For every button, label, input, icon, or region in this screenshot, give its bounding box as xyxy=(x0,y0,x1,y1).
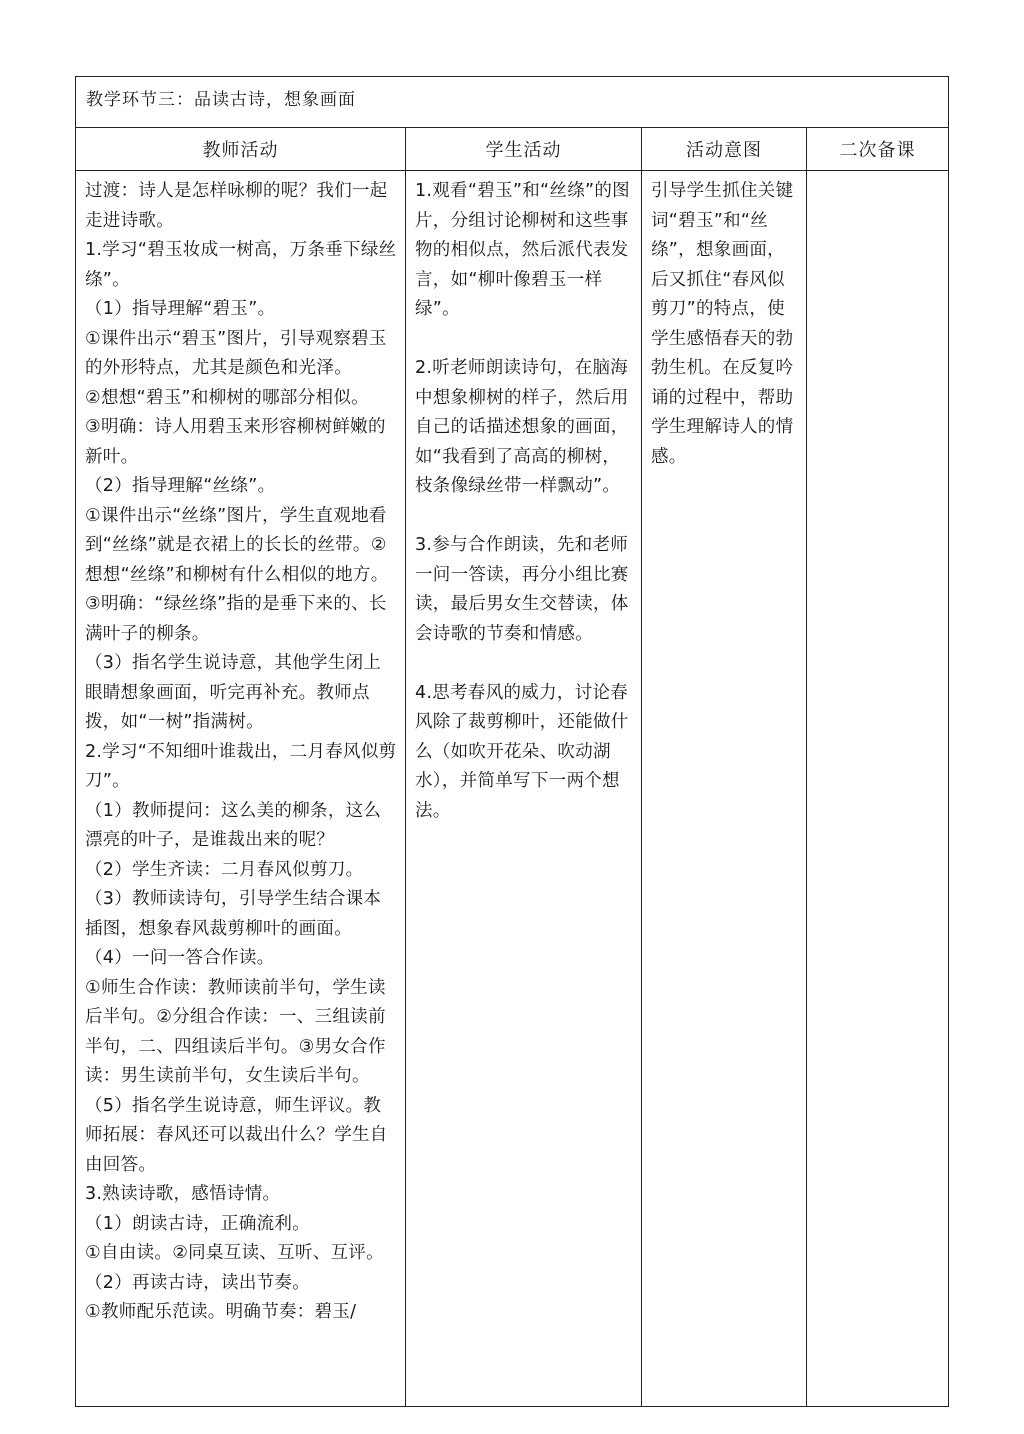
student-activity-text xyxy=(406,171,641,826)
teacher-activity-paragraph: ①师生合作读：教师读前半句，学生读后半句。②分组合作读：一、三组读前半句，二、四组读后半句。③男女合作读：男生读前半句，女生读后半句。 xyxy=(85,977,386,1086)
teacher-activity-paragraph: （2）再读古诗，读出节奏。 xyxy=(85,1272,311,1293)
teacher-activity-paragraph: （1）朗读古诗，正确流利。 xyxy=(85,1213,311,1234)
teacher-activity-paragraph: （2）指导理解“丝绦”。 xyxy=(85,476,276,496)
paragraph-gap xyxy=(415,325,633,355)
teacher-activity-paragraph: 2.学习“不知细叶谁裁出，二月春风似剪刀”。 xyxy=(85,741,397,791)
lesson-plan-sheet xyxy=(75,76,948,1407)
second-preparation-cell xyxy=(807,171,949,1407)
teacher-activity-paragraph: （3）指名学生说诗意，其他学生闭上眼睛想象画面，听完再补充。教师点拨，如“一树”指满树。 xyxy=(85,653,382,732)
teacher-activity-cell xyxy=(76,171,406,1407)
teacher-activity-paragraph: ③明确：诗人用碧玉来形容柳树鲜嫩的新叶。 xyxy=(85,417,386,467)
paragraph-gap xyxy=(415,502,633,532)
teacher-activity-paragraph: （2）学生齐读：二月春风似剪刀。 xyxy=(85,859,364,880)
paragraph-gap xyxy=(415,649,633,679)
teacher-activity-paragraph: ①课件出示“碧玉”图片，引导观察碧玉的外形特点，尤其是颜色和光泽。 xyxy=(85,328,387,378)
header-second-preparation: 二次备课 xyxy=(807,128,949,171)
header-teacher-activity: 教师活动 xyxy=(76,128,406,171)
student-activity-paragraph: 1.观看“碧玉”和“丝绦”的图片，分组讨论柳树和这些事物的相似点，然后派代表发言，如“柳叶像碧玉一样绿”。 xyxy=(415,181,630,319)
teacher-activity-paragraph: （5）指名学生说诗意，师生评议。教师拓展：春风还可以裁出什么？学生自由回答。 xyxy=(85,1095,388,1175)
teacher-activity-paragraph: （3）教师读诗句，引导学生结合课本插图，想象春风裁剪柳叶的画面。 xyxy=(85,889,382,939)
activity-intent-cell xyxy=(642,171,807,1407)
teacher-activity-paragraph: （1）指导理解“碧玉”。 xyxy=(85,299,276,319)
teacher-activity-paragraph: （1）教师提问：这么美的柳条，这么漂亮的叶子，是谁裁出来的呢？ xyxy=(85,800,382,850)
second-preparation-text xyxy=(807,171,948,177)
lesson-plan-table xyxy=(75,76,949,1407)
header-student-activity: 学生活动 xyxy=(406,128,642,171)
teacher-activity-text xyxy=(76,171,405,1328)
student-activity-cell xyxy=(406,171,642,1407)
teacher-activity-paragraph: ①课件出示“丝绦”图片，学生直观地看到“丝绦”就是衣裙上的长长的丝带。②想想“丝绦”和柳树有什么相似的地方。③明确：“绿丝绦”指的是垂下来的、长满叶子的柳条。 xyxy=(85,505,389,644)
header-activity-intent: 活动意图 xyxy=(642,128,807,171)
student-activity-paragraph: 2.听老师朗读诗句，在脑海中想象柳树的样子，然后用自己的话描述想象的画面，如“我看到了高高的柳树，枝条像绿丝带一样飘动”。 xyxy=(415,358,629,496)
section-title: 教学环节三：品读古诗，想象画面 xyxy=(76,77,949,128)
student-activity-paragraph: 3.参与合作朗读，先和老师一问一答读，再分小组比赛读，最后男女生交替读，体会诗歌的节奏和情感。 xyxy=(415,535,629,644)
teacher-activity-paragraph: （4）一问一答合作读。 xyxy=(85,948,275,968)
teacher-activity-paragraph: 过渡：诗人是怎样咏柳的呢？我们一起走进诗歌。 xyxy=(85,181,388,231)
teacher-activity-paragraph: 3.熟读诗歌，感悟诗情。 xyxy=(85,1184,281,1204)
teacher-activity-paragraph: ②想想“碧玉”和柳树的哪部分相似。 xyxy=(85,387,369,408)
teacher-activity-paragraph: ①教师配乐范读。明确节奏：碧玉/ xyxy=(85,1302,357,1322)
activity-intent-text: 引导学生抓住关键词“碧玉”和“丝绦”，想象画面，后又抓住“春风似剪刀”的特点，使学生感悟春天的勃勃生机。在反复吟诵的过程中，帮助学生理解诗人的情感。 xyxy=(651,181,794,467)
teacher-activity-paragraph: 1.学习“碧玉妆成一树高，万条垂下绿丝绦”。 xyxy=(85,240,397,290)
teacher-activity-paragraph: ①自由读。②同桌互读、互听、互评。 xyxy=(85,1243,384,1263)
student-activity-paragraph: 4.思考春风的威力，讨论春风除了裁剪柳叶，还能做什么（如吹开花朵、吹动湖水），并简单写下一两个想法。 xyxy=(415,682,629,821)
